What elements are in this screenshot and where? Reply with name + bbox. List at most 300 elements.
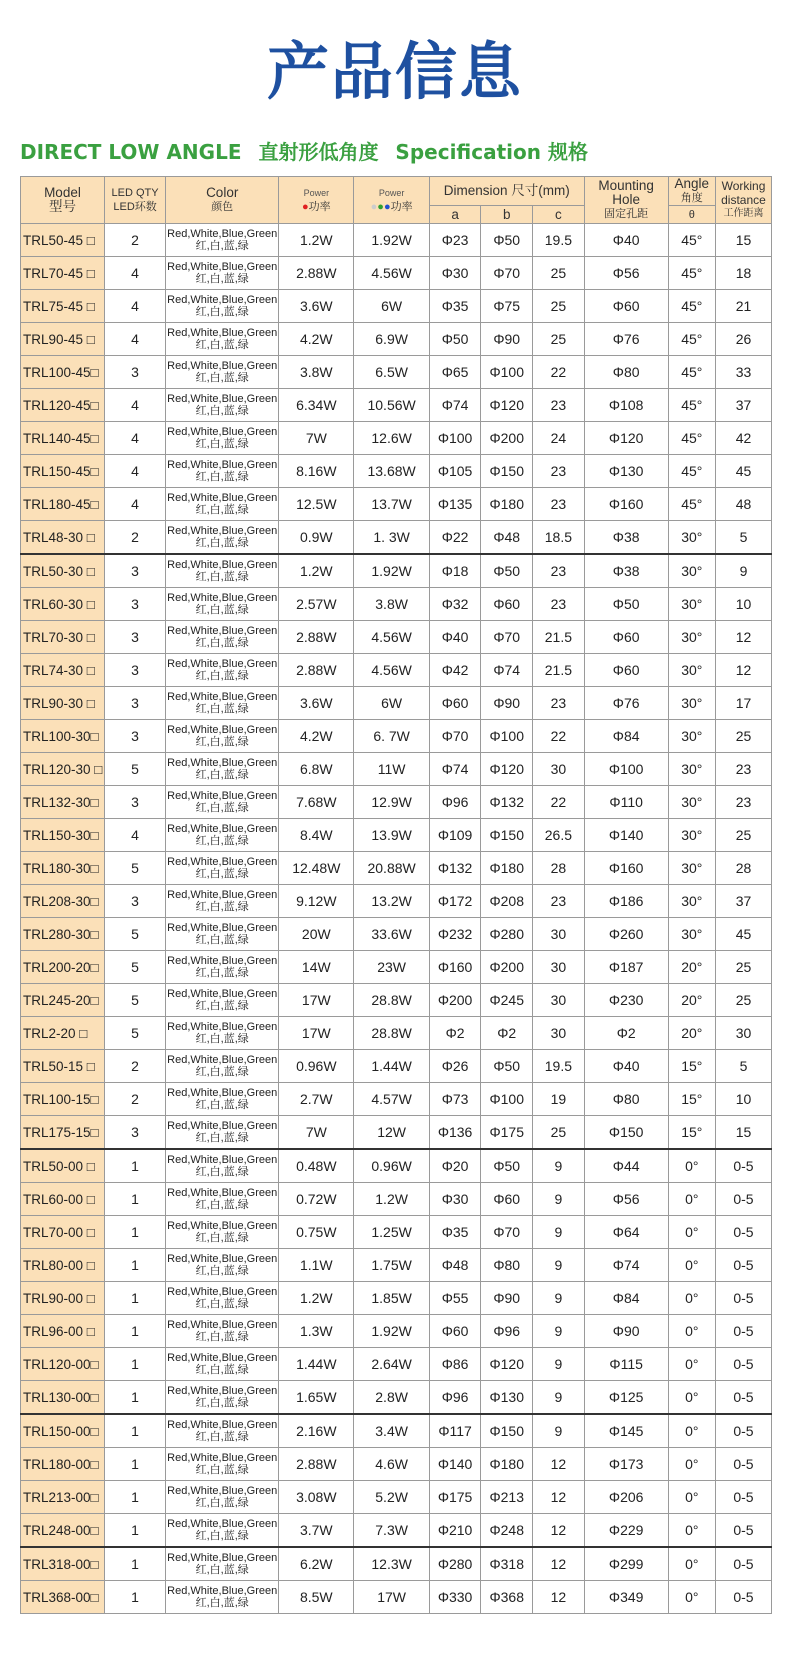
cell-dim-b: Φ90 (481, 323, 533, 356)
cell-model: TRL60-30 □ (21, 588, 105, 621)
cell-power-2: 1.75W (354, 1249, 429, 1282)
cell-power-2: 6. 7W (354, 720, 429, 753)
header-power-2: Power ●●●功率 (354, 177, 429, 224)
cell-color (166, 588, 279, 621)
cell-mounting-hole: Φ44 (584, 1149, 668, 1183)
cell-power-2: 1.44W (354, 1050, 429, 1083)
cell-color (166, 1448, 279, 1481)
cell-dim-c: 25 (533, 1116, 585, 1150)
header-led-qty: LED QTY LED环数 (104, 177, 165, 224)
cell-mounting-hole: Φ74 (584, 1249, 668, 1282)
table-row (21, 918, 772, 951)
cell-dim-c: 25 (533, 323, 585, 356)
color-en: Red,White,Blue,Green (167, 1518, 278, 1530)
cell-dim-c: 9 (533, 1315, 585, 1348)
cell-working-distance: 30 (715, 1017, 771, 1050)
cell-color (166, 1481, 279, 1514)
cell-power-1: 7W (279, 422, 354, 455)
cell-dim-b: Φ90 (481, 687, 533, 720)
cell-power-2: 6W (354, 290, 429, 323)
cell-dim-b: Φ175 (481, 1116, 533, 1150)
cell-working-distance: 0-5 (715, 1448, 771, 1481)
cell-model: TRL180-00□ (21, 1448, 105, 1481)
cell-dim-a: Φ74 (429, 389, 481, 422)
cell-model: TRL280-30□ (21, 918, 105, 951)
table-row (21, 356, 772, 389)
cell-working-distance: 25 (715, 951, 771, 984)
color-en: Red,White,Blue,Green (167, 294, 278, 306)
cell-model: TRL74-30 □ (21, 654, 105, 687)
cell-mounting-hole: Φ110 (584, 786, 668, 819)
cell-dim-a: Φ35 (429, 290, 481, 323)
cell-mounting-hole: Φ145 (584, 1414, 668, 1448)
cell-mounting-hole: Φ50 (584, 588, 668, 621)
cell-power-1: 0.9W (279, 521, 354, 555)
cell-dim-a: Φ55 (429, 1282, 481, 1315)
color-en: Red,White,Blue,Green (167, 1054, 278, 1066)
cell-led-qty: 1 (104, 1216, 165, 1249)
cell-dim-a: Φ65 (429, 356, 481, 389)
cell-mounting-hole: Φ60 (584, 290, 668, 323)
cell-mounting-hole: Φ38 (584, 521, 668, 555)
cell-working-distance: 45 (715, 918, 771, 951)
cell-color (166, 1414, 279, 1448)
cell-led-qty: 3 (104, 885, 165, 918)
table-row (21, 455, 772, 488)
cell-dim-b: Φ120 (481, 389, 533, 422)
cell-dim-c: 9 (533, 1149, 585, 1183)
cell-color (166, 455, 279, 488)
cell-led-qty: 5 (104, 951, 165, 984)
color-cn: 红,白,蓝,绿 (195, 637, 249, 649)
cell-dim-b: Φ150 (481, 819, 533, 852)
color-en: Red,White,Blue,Green (167, 1419, 278, 1431)
cell-power-1: 6.34W (279, 389, 354, 422)
cell-dim-c: 9 (533, 1414, 585, 1448)
cell-dim-a: Φ30 (429, 1183, 481, 1216)
cell-angle: 45° (668, 224, 715, 257)
cell-led-qty: 1 (104, 1448, 165, 1481)
cell-working-distance: 0-5 (715, 1481, 771, 1514)
cell-angle: 20° (668, 951, 715, 984)
cell-mounting-hole: Φ60 (584, 621, 668, 654)
cell-dim-c: 9 (533, 1282, 585, 1315)
cell-working-distance: 0-5 (715, 1514, 771, 1548)
color-cn: 红,白,蓝,绿 (195, 1265, 249, 1277)
cell-led-qty: 1 (104, 1282, 165, 1315)
cell-led-qty: 2 (104, 1050, 165, 1083)
cell-working-distance: 0-5 (715, 1547, 771, 1581)
table-row (21, 1381, 772, 1415)
color-en: Red,White,Blue,Green (167, 823, 278, 835)
cell-color (166, 885, 279, 918)
cell-mounting-hole: Φ84 (584, 720, 668, 753)
cell-dim-a: Φ330 (429, 1581, 481, 1614)
color-cn: 红,白,蓝,绿 (195, 1099, 249, 1111)
cell-model: TRL50-00 □ (21, 1149, 105, 1183)
cell-led-qty: 5 (104, 753, 165, 786)
cell-color (166, 951, 279, 984)
cell-led-qty: 1 (104, 1481, 165, 1514)
color-cn: 红,白,蓝,绿 (195, 1364, 249, 1376)
cell-power-2: 33.6W (354, 918, 429, 951)
color-en: Red,White,Blue,Green (167, 955, 278, 967)
cell-power-2: 17W (354, 1581, 429, 1614)
table-row (21, 1481, 772, 1514)
cell-dim-c: 26.5 (533, 819, 585, 852)
cell-color (166, 224, 279, 257)
cell-mounting-hole: Φ173 (584, 1448, 668, 1481)
cell-dim-c: 23 (533, 455, 585, 488)
color-en: Red,White,Blue,Green (167, 724, 278, 736)
cell-dim-b: Φ80 (481, 1249, 533, 1282)
cell-angle: 30° (668, 654, 715, 687)
color-cn: 红,白,蓝,绿 (195, 504, 249, 516)
cell-led-qty: 1 (104, 1514, 165, 1548)
cell-angle: 30° (668, 885, 715, 918)
cell-dim-c: 23 (533, 554, 585, 588)
color-cn: 红,白,蓝,绿 (195, 967, 249, 979)
cell-color (166, 1348, 279, 1381)
cell-power-2: 1. 3W (354, 521, 429, 555)
cell-dim-b: Φ100 (481, 356, 533, 389)
cell-mounting-hole: Φ349 (584, 1581, 668, 1614)
table-row (21, 1050, 772, 1083)
cell-power-2: 12W (354, 1116, 429, 1150)
cell-color (166, 1149, 279, 1183)
cell-power-2: 1.25W (354, 1216, 429, 1249)
table-row (21, 488, 772, 521)
color-cn: 红,白,蓝,绿 (195, 1464, 249, 1476)
cell-dim-c: 30 (533, 984, 585, 1017)
cell-power-2: 13.7W (354, 488, 429, 521)
cell-power-1: 17W (279, 1017, 354, 1050)
cell-mounting-hole: Φ40 (584, 224, 668, 257)
cell-working-distance: 26 (715, 323, 771, 356)
cell-working-distance: 23 (715, 753, 771, 786)
cell-dim-c: 22 (533, 356, 585, 389)
cell-color (166, 1547, 279, 1581)
cell-dim-a: Φ70 (429, 720, 481, 753)
cell-model: TRL75-45 □ (21, 290, 105, 323)
table-row (21, 323, 772, 356)
cell-angle: 30° (668, 786, 715, 819)
cell-dim-b: Φ2 (481, 1017, 533, 1050)
cell-angle: 20° (668, 984, 715, 1017)
cell-dim-b: Φ213 (481, 1481, 533, 1514)
cell-dim-b: Φ180 (481, 852, 533, 885)
color-en: Red,White,Blue,Green (167, 1021, 278, 1033)
cell-dim-b: Φ200 (481, 422, 533, 455)
cell-dim-c: 12 (533, 1514, 585, 1548)
cell-dim-c: 22 (533, 786, 585, 819)
color-cn: 红,白,蓝,绿 (195, 1298, 249, 1310)
cell-dim-a: Φ50 (429, 323, 481, 356)
cell-led-qty: 5 (104, 1017, 165, 1050)
cell-working-distance: 0-5 (715, 1348, 771, 1381)
cell-power-1: 2.88W (279, 257, 354, 290)
cell-power-1: 1.2W (279, 1282, 354, 1315)
color-cn: 红,白,蓝,绿 (195, 802, 249, 814)
table-row (21, 885, 772, 918)
subtitle-spec: Specification 规格 (395, 140, 588, 164)
cell-color (166, 1050, 279, 1083)
cell-mounting-hole: Φ56 (584, 1183, 668, 1216)
cell-mounting-hole: Φ76 (584, 323, 668, 356)
cell-power-2: 28.8W (354, 984, 429, 1017)
cell-color (166, 1116, 279, 1150)
cell-mounting-hole: Φ38 (584, 554, 668, 588)
cell-model: TRL90-30 □ (21, 687, 105, 720)
cell-mounting-hole: Φ56 (584, 257, 668, 290)
cell-power-1: 1.65W (279, 1381, 354, 1415)
cell-dim-c: 23 (533, 687, 585, 720)
cell-dim-b: Φ280 (481, 918, 533, 951)
cell-model: TRL200-20□ (21, 951, 105, 984)
color-en: Red,White,Blue,Green (167, 1253, 278, 1265)
cell-power-1: 20W (279, 918, 354, 951)
cell-power-2: 10.56W (354, 389, 429, 422)
cell-dim-c: 23 (533, 488, 585, 521)
table-row (21, 1116, 772, 1150)
cell-dim-a: Φ60 (429, 1315, 481, 1348)
cell-power-2: 3.4W (354, 1414, 429, 1448)
cell-model: TRL180-30□ (21, 852, 105, 885)
header-mounting-hole: Mounting Hole 固定孔距 (584, 177, 668, 224)
cell-mounting-hole: Φ130 (584, 455, 668, 488)
color-en: Red,White,Blue,Green (167, 658, 278, 670)
color-cn: 红,白,蓝,绿 (195, 1033, 249, 1045)
color-cn: 红,白,蓝,绿 (195, 736, 249, 748)
cell-dim-c: 12 (533, 1448, 585, 1481)
cell-dim-a: Φ40 (429, 621, 481, 654)
cell-led-qty: 1 (104, 1315, 165, 1348)
cell-dim-a: Φ26 (429, 1050, 481, 1083)
cell-angle: 45° (668, 257, 715, 290)
cell-angle: 0° (668, 1481, 715, 1514)
cell-dim-c: 12 (533, 1547, 585, 1581)
cell-working-distance: 0-5 (715, 1414, 771, 1448)
table-row (21, 588, 772, 621)
cell-power-2: 7.3W (354, 1514, 429, 1548)
cell-angle: 30° (668, 852, 715, 885)
cell-power-2: 4.57W (354, 1083, 429, 1116)
cell-power-1: 0.75W (279, 1216, 354, 1249)
color-cn: 红,白,蓝,绿 (195, 240, 249, 252)
cell-mounting-hole: Φ60 (584, 654, 668, 687)
cell-dim-c: 21.5 (533, 621, 585, 654)
cell-color (166, 852, 279, 885)
color-en: Red,White,Blue,Green (167, 525, 278, 537)
cell-power-2: 13.2W (354, 885, 429, 918)
cell-mounting-hole: Φ260 (584, 918, 668, 951)
cell-dim-c: 30 (533, 753, 585, 786)
cell-model: TRL318-00□ (21, 1547, 105, 1581)
cell-dim-c: 21.5 (533, 654, 585, 687)
cell-led-qty: 1 (104, 1381, 165, 1415)
cell-color (166, 1282, 279, 1315)
cell-working-distance: 12 (715, 654, 771, 687)
table-row (21, 951, 772, 984)
cell-mounting-hole: Φ76 (584, 687, 668, 720)
color-cn: 红,白,蓝,绿 (195, 1397, 249, 1409)
table-row (21, 1348, 772, 1381)
cell-power-2: 0.96W (354, 1149, 429, 1183)
cell-dim-c: 18.5 (533, 521, 585, 555)
table-row (21, 753, 772, 786)
cell-color (166, 621, 279, 654)
cell-power-1: 3.6W (279, 290, 354, 323)
cell-angle: 30° (668, 720, 715, 753)
table-row (21, 290, 772, 323)
color-cn: 红,白,蓝,绿 (195, 703, 249, 715)
color-en: Red,White,Blue,Green (167, 1585, 278, 1597)
cell-color (166, 654, 279, 687)
color-en: Red,White,Blue,Green (167, 922, 278, 934)
cell-color (166, 1581, 279, 1614)
cell-dim-b: Φ245 (481, 984, 533, 1017)
cell-power-2: 1.85W (354, 1282, 429, 1315)
cell-color (166, 488, 279, 521)
cell-angle: 0° (668, 1381, 715, 1415)
cell-angle: 0° (668, 1448, 715, 1481)
cell-working-distance: 23 (715, 786, 771, 819)
cell-color (166, 389, 279, 422)
cell-dim-c: 23 (533, 389, 585, 422)
color-en: Red,White,Blue,Green (167, 492, 278, 504)
cell-power-1: 1.44W (279, 1348, 354, 1381)
cell-color (166, 720, 279, 753)
color-en: Red,White,Blue,Green (167, 790, 278, 802)
cell-power-2: 3.8W (354, 588, 429, 621)
table-row (21, 984, 772, 1017)
cell-dim-b: Φ120 (481, 1348, 533, 1381)
cell-power-2: 4.56W (354, 654, 429, 687)
cell-working-distance: 10 (715, 1083, 771, 1116)
color-en: Red,White,Blue,Green (167, 1087, 278, 1099)
cell-mounting-hole: Φ187 (584, 951, 668, 984)
cell-led-qty: 3 (104, 654, 165, 687)
cell-angle: 45° (668, 422, 715, 455)
cell-power-2: 12.6W (354, 422, 429, 455)
color-cn: 红,白,蓝,绿 (195, 835, 249, 847)
cell-working-distance: 15 (715, 1116, 771, 1150)
cell-angle: 45° (668, 389, 715, 422)
cell-model: TRL50-15 □ (21, 1050, 105, 1083)
cell-working-distance: 15 (715, 224, 771, 257)
cell-power-1: 8.4W (279, 819, 354, 852)
table-row (21, 1183, 772, 1216)
cell-angle: 45° (668, 290, 715, 323)
table-row (21, 1149, 772, 1183)
cell-dim-b: Φ248 (481, 1514, 533, 1548)
cell-color (166, 257, 279, 290)
table-row (21, 1249, 772, 1282)
color-cn: 红,白,蓝,绿 (195, 604, 249, 616)
cell-power-1: 1.1W (279, 1249, 354, 1282)
color-en: Red,White,Blue,Green (167, 1154, 278, 1166)
cell-power-1: 3.6W (279, 687, 354, 720)
color-cn: 红,白,蓝,绿 (195, 1564, 249, 1576)
cell-angle: 30° (668, 819, 715, 852)
cell-power-2: 4.6W (354, 1448, 429, 1481)
cell-power-1: 14W (279, 951, 354, 984)
color-cn: 红,白,蓝,绿 (195, 1166, 249, 1178)
cell-angle: 30° (668, 918, 715, 951)
color-en: Red,White,Blue,Green (167, 592, 278, 604)
color-cn: 红,白,蓝,绿 (195, 1232, 249, 1244)
cell-led-qty: 4 (104, 389, 165, 422)
cell-power-2: 6.9W (354, 323, 429, 356)
cell-mounting-hole: Φ2 (584, 1017, 668, 1050)
cell-mounting-hole: Φ64 (584, 1216, 668, 1249)
cell-angle: 0° (668, 1581, 715, 1614)
cell-color (166, 521, 279, 555)
cell-working-distance: 48 (715, 488, 771, 521)
cell-dim-b: Φ100 (481, 1083, 533, 1116)
cell-working-distance: 17 (715, 687, 771, 720)
color-cn: 红,白,蓝,绿 (195, 438, 249, 450)
cell-mounting-hole: Φ186 (584, 885, 668, 918)
cell-angle: 45° (668, 488, 715, 521)
cell-dim-c: 9 (533, 1249, 585, 1282)
cell-led-qty: 1 (104, 1547, 165, 1581)
cell-color (166, 1017, 279, 1050)
cell-led-qty: 4 (104, 323, 165, 356)
cell-color (166, 753, 279, 786)
cell-dim-c: 9 (533, 1183, 585, 1216)
white-dot-icon: ● (370, 201, 378, 213)
cell-power-2: 20.88W (354, 852, 429, 885)
cell-power-2: 28.8W (354, 1017, 429, 1050)
cell-color (166, 422, 279, 455)
cell-led-qty: 1 (104, 1183, 165, 1216)
color-en: Red,White,Blue,Green (167, 625, 278, 637)
color-cn: 红,白,蓝,绿 (195, 769, 249, 781)
cell-model: TRL90-45 □ (21, 323, 105, 356)
cell-power-1: 3.7W (279, 1514, 354, 1548)
cell-color (166, 1216, 279, 1249)
cell-power-2: 1.2W (354, 1183, 429, 1216)
cell-model: TRL2-20 □ (21, 1017, 105, 1050)
cell-dim-a: Φ96 (429, 1381, 481, 1415)
cell-working-distance: 0-5 (715, 1249, 771, 1282)
cell-model: TRL96-00 □ (21, 1315, 105, 1348)
cell-power-2: 11W (354, 753, 429, 786)
cell-dim-c: 19.5 (533, 224, 585, 257)
cell-dim-b: Φ48 (481, 521, 533, 555)
cell-angle: 0° (668, 1514, 715, 1548)
cell-dim-c: 25 (533, 257, 585, 290)
blue-dot-icon: ● (383, 201, 391, 213)
cell-dim-a: Φ200 (429, 984, 481, 1017)
table-row (21, 422, 772, 455)
cell-dim-b: Φ180 (481, 1448, 533, 1481)
cell-dim-a: Φ232 (429, 918, 481, 951)
cell-dim-b: Φ90 (481, 1282, 533, 1315)
cell-dim-a: Φ105 (429, 455, 481, 488)
cell-dim-a: Φ30 (429, 257, 481, 290)
cell-dim-c: 24 (533, 422, 585, 455)
color-cn: 红,白,蓝,绿 (195, 537, 249, 549)
cell-led-qty: 4 (104, 257, 165, 290)
cell-power-1: 6.2W (279, 1547, 354, 1581)
table-row (21, 1547, 772, 1581)
cell-dim-a: Φ73 (429, 1083, 481, 1116)
cell-power-1: 17W (279, 984, 354, 1017)
table-row (21, 1448, 772, 1481)
color-en: Red,White,Blue,Green (167, 1286, 278, 1298)
